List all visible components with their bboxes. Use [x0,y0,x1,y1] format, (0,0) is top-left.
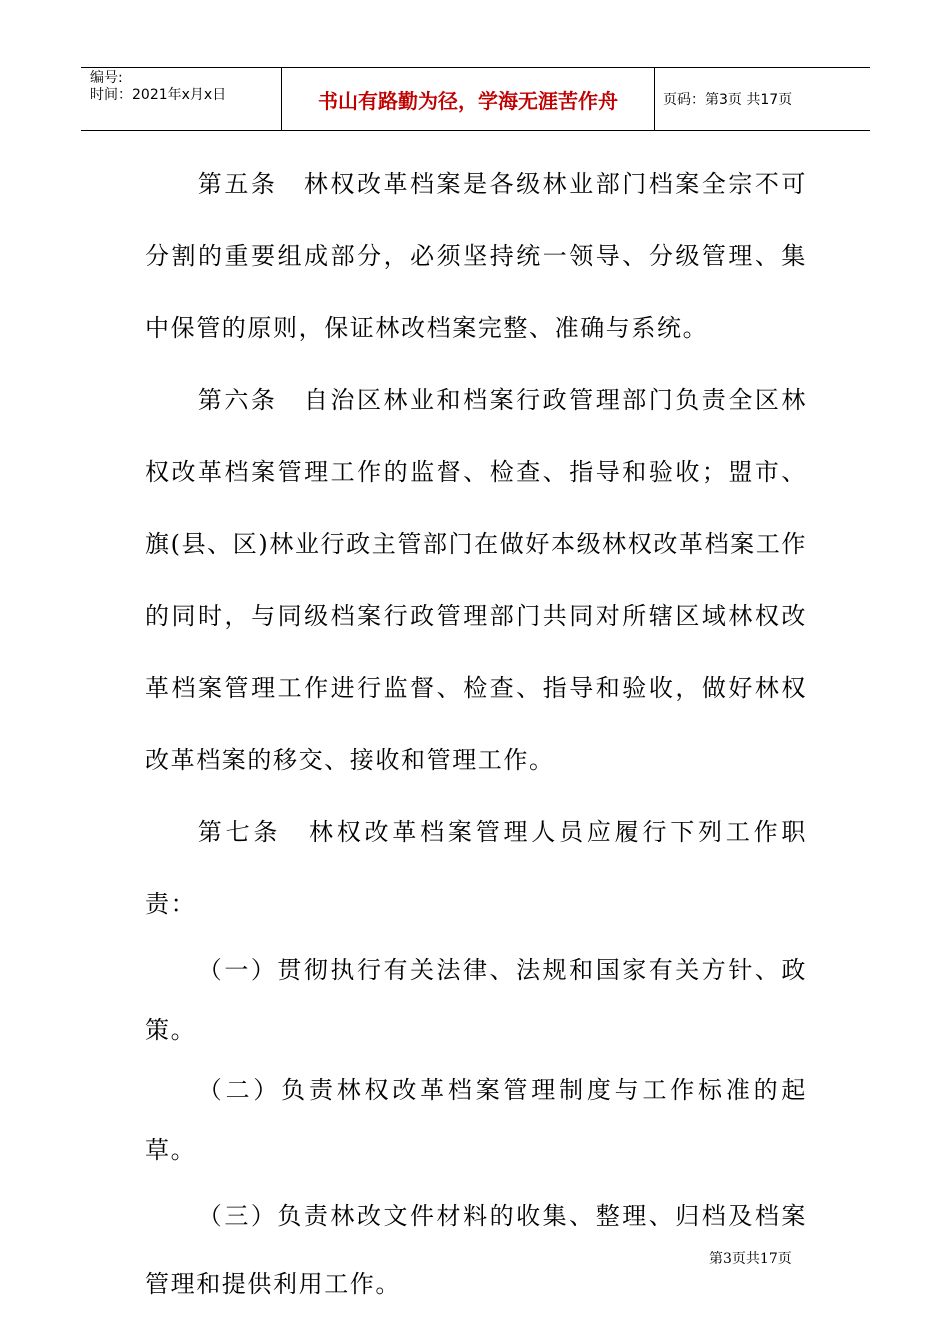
article-7: 第七条 林权改革档案管理人员应履行下列工作职责： [145,818,807,918]
duty-item-3: （三）负责林改文件材料的收集、整理、归档及档案管理和提供利用工作。 [145,1202,807,1298]
duty-item-2: （二）负责林权改革档案管理制度与工作标准的起草。 [145,1076,807,1164]
document-time-label: 时间：2021年x月x日 [90,87,227,103]
duty-item-1: （一）贯彻执行有关法律、法规和国家有关方针、政策。 [145,956,807,1044]
header-page-number: 页码：第3页 共17页 [663,92,793,108]
page-footer: 第3页共17页 [709,1251,792,1267]
document-body [145,148,807,1318]
header-meta-cell [81,68,282,130]
page-header [81,67,870,131]
header-motto: 书山有路勤为径，学海无涯苦作舟 [282,68,655,130]
article-6: 第六条 自治区林业和档案行政管理部门负责全区林权改革档案管理工作的监督、检查、指导和验收；盟市、旗(县、区)林业行政主管部门在做好本级林权改革档案工作的同时，与同级档案行政管理部门共同对所辖区域林权改革档案管理工作进行监督、检查、指导和验收，做好林权改革档案的移交、接收和管理工作。 [145,386,807,774]
document-number-label: 编号: [90,70,123,86]
article-5: 第五条 林权改革档案是各级林业部门档案全宗不可分割的重要组成部分，必须坚持统一领导、分级管理、集中保管的原则，保证林改档案完整、准确与系统。 [145,170,807,342]
